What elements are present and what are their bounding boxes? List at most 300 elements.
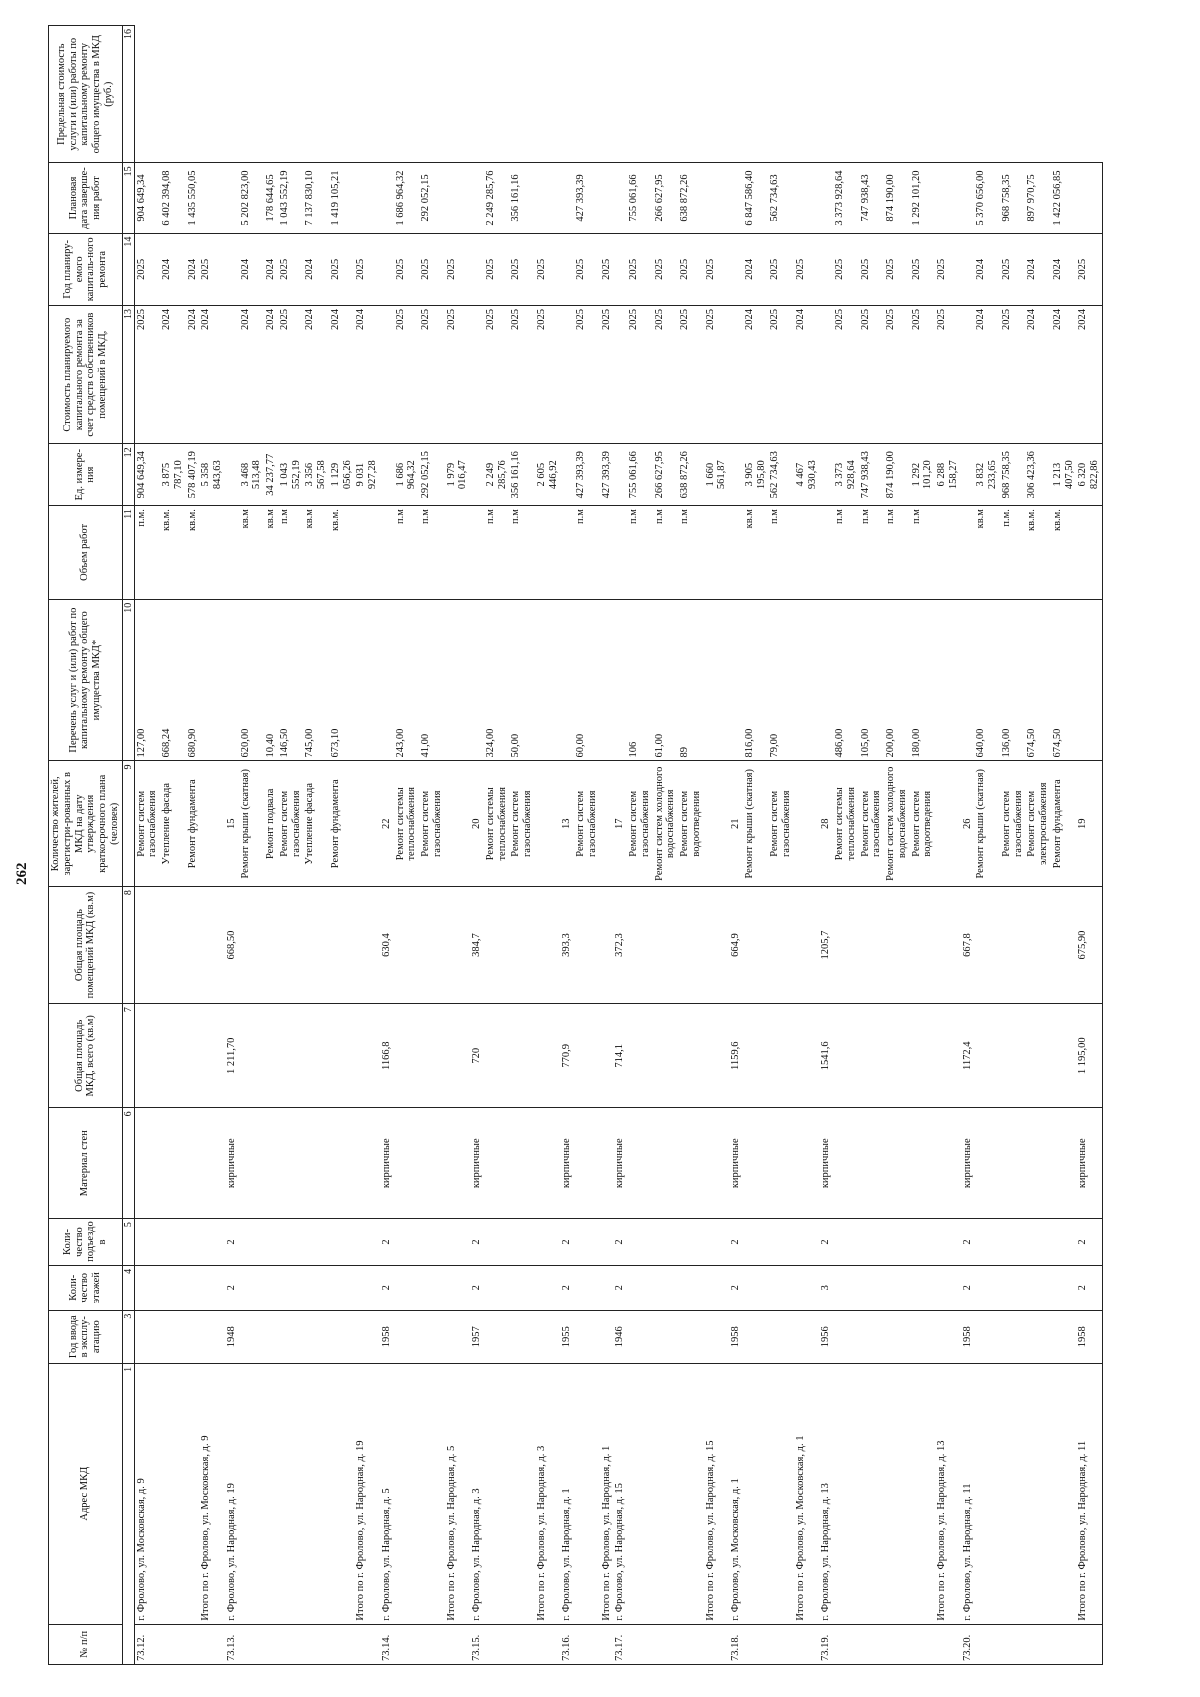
table-cell [560, 599, 574, 761]
table-cell: 306 423,36 [1025, 444, 1051, 506]
table-row [961, 26, 975, 1665]
table-cell [264, 1363, 278, 1624]
table-cell [160, 1108, 186, 1219]
table-cell [743, 1265, 769, 1310]
table-cell: п.м [768, 506, 794, 600]
table-cell [278, 1004, 304, 1108]
table-cell [419, 1219, 445, 1266]
table-cell: Итого по г. Фролово, ул. Народная, д. 1 [600, 1363, 614, 1624]
table-cell [910, 887, 936, 1004]
table-cell [653, 1265, 679, 1310]
table-cell: 1541,6 [819, 1004, 833, 1108]
table-cell: кв.м. [160, 506, 186, 600]
table-cell [600, 761, 614, 887]
table-cell [535, 761, 561, 887]
table-cell [239, 1624, 265, 1664]
table-cell: 2025 [354, 233, 380, 305]
table-cell [768, 1310, 794, 1363]
table-cell: 2024 [743, 306, 769, 444]
table-cell: 13 [560, 761, 574, 887]
table-cell: п.м [394, 506, 420, 600]
table-cell: Ремонт систем газоснабжения [509, 761, 535, 887]
table-row [264, 26, 278, 1665]
table-cell [627, 1219, 653, 1266]
table-cell [884, 1004, 910, 1108]
table-cell: 1948 [225, 1310, 239, 1363]
table-cell: п.м [627, 506, 653, 600]
table-cell [509, 887, 535, 1004]
table-cell: 2 [380, 1265, 394, 1310]
table-cell [199, 599, 225, 761]
table-cell [160, 1363, 186, 1624]
table-cell [394, 1265, 420, 1310]
column-header: Общая площадь МКД, всего (кв.м) [49, 1004, 123, 1108]
table-cell: 1 211,70 [225, 1004, 239, 1108]
table-cell: 1 686 964,32 [394, 163, 420, 233]
table-cell: Ремонт крыши (скатная) [239, 761, 265, 887]
table-cell [1025, 1363, 1051, 1624]
table-cell: 136,00 [1000, 599, 1026, 761]
table-cell: кв.м [303, 506, 329, 600]
table-cell: 1172,4 [961, 1004, 975, 1108]
table-cell [910, 1265, 936, 1310]
table-cell [768, 1219, 794, 1266]
table-cell [574, 887, 600, 1004]
table-cell [704, 1265, 730, 1310]
table-cell [445, 506, 471, 600]
table-cell [445, 1004, 471, 1108]
table-cell [729, 444, 743, 506]
table-cell: 2 [560, 1219, 574, 1266]
table-cell: 755 061,66 [627, 163, 653, 233]
table-cell: 60,00 [574, 599, 600, 761]
table-cell: Ремонт крыши (скатная) [743, 761, 769, 887]
table-cell [819, 599, 833, 761]
table-cell [729, 306, 743, 444]
table-cell: 578 407,19 [186, 444, 200, 506]
table-cell: кв.м [264, 506, 278, 600]
table-cell [225, 444, 239, 506]
table-cell: 2024 [186, 233, 200, 305]
table-cell [600, 506, 614, 600]
table-cell [974, 1363, 1000, 1624]
table-cell: 292 052,15 [419, 163, 445, 233]
table-cell [264, 1310, 278, 1363]
table-cell: 2025 [833, 233, 859, 305]
table-cell [329, 887, 355, 1004]
table-cell: 2 [613, 1265, 627, 1310]
table-cell [134, 887, 160, 1004]
table-cell [884, 1219, 910, 1266]
table-cell [509, 1265, 535, 1310]
table-cell: кв.м. [1051, 506, 1077, 600]
column-header: Объем работ [49, 506, 123, 600]
table-cell [1025, 1108, 1051, 1219]
table-cell: Ремонт системы теплоснабжения [484, 761, 510, 887]
table-cell [394, 1219, 420, 1266]
table-cell: 2025 [678, 233, 704, 305]
table-cell [470, 506, 484, 600]
table-cell [574, 1265, 600, 1310]
table-cell [535, 1219, 561, 1266]
table-cell: п.м [653, 506, 679, 600]
table-cell [303, 1265, 329, 1310]
table-cell [303, 1624, 329, 1664]
table-cell: 22 [380, 761, 394, 887]
table-cell: г. Фролово, ул. Народная, д. 13 [819, 1363, 833, 1624]
table-cell [278, 1363, 304, 1624]
table-cell [419, 1363, 445, 1624]
table-cell [560, 444, 574, 506]
table-cell: 2025 [884, 306, 910, 444]
table-cell: 2 [1076, 1265, 1102, 1310]
table-cell: 2024 [1025, 233, 1051, 305]
table-cell: 2024 [160, 306, 186, 444]
table-cell: кирпичные [819, 1108, 833, 1219]
table-cell: Ремонт систем водоотведения [910, 761, 936, 887]
table-cell: Ремонт систем холодного водоснабжения [884, 761, 910, 887]
table-cell [600, 1108, 614, 1219]
table-row [974, 26, 1000, 1665]
table-cell [1076, 506, 1102, 600]
table-cell [186, 1265, 200, 1310]
table-cell: 5 370 656,00 [974, 163, 1000, 233]
table-cell: 2025 [884, 233, 910, 305]
table-cell [678, 1310, 704, 1363]
table-cell: 2024 [264, 233, 278, 305]
table-cell [264, 1004, 278, 1108]
table-cell [445, 599, 471, 761]
table-cell [354, 1310, 380, 1363]
table-cell [833, 887, 859, 1004]
table-cell [613, 163, 627, 233]
table-cell [484, 1310, 510, 1363]
column-number: 12 [122, 444, 134, 506]
table-cell [394, 1624, 420, 1664]
table-cell [239, 1108, 265, 1219]
table-cell: п.м [574, 506, 600, 600]
table-cell: 745,00 [303, 599, 329, 761]
table-cell: 747 938,43 [859, 163, 885, 233]
table-cell [394, 1363, 420, 1624]
table-cell: 2025 [627, 233, 653, 305]
table-cell: 3 468 513,48 [239, 444, 265, 506]
table-cell: Ремонт подвала [264, 761, 278, 887]
table-cell: 2 [225, 1219, 239, 1266]
table-cell [627, 1624, 653, 1664]
table-cell: Ремонт систем газоснабжения [134, 761, 160, 887]
table-cell: Ремонт систем газоснабжения [574, 761, 600, 887]
table-cell [910, 1108, 936, 1219]
table-cell: 2 605 446,92 [535, 444, 561, 506]
table-cell [484, 1219, 510, 1266]
table-cell [1000, 1624, 1026, 1664]
table-cell: 675,90 [1076, 887, 1102, 1004]
table-cell [509, 1219, 535, 1266]
table-cell: кирпичные [613, 1108, 627, 1219]
column-header: Количество жителей, зарегистри-рованных в МКД на дату утверждения краткосрочного плана (человек) [49, 761, 123, 887]
table-cell: 266 627,95 [653, 444, 679, 506]
table-cell [859, 1310, 885, 1363]
table-cell: 2025 [535, 233, 561, 305]
table-cell: 2024 [794, 306, 820, 444]
table-cell [1000, 1108, 1026, 1219]
table-row [484, 26, 510, 1665]
table-cell: 73.19. [819, 1624, 833, 1664]
table-cell [470, 444, 484, 506]
table-cell [678, 1108, 704, 1219]
table-cell: 2 [225, 1265, 239, 1310]
table-cell [225, 163, 239, 233]
table-cell [794, 599, 820, 761]
table-cell: п.м [484, 506, 510, 600]
table-cell [1076, 599, 1102, 761]
table-cell: 2 [470, 1265, 484, 1310]
table-cell: 2025 [1000, 233, 1026, 305]
column-number: 5 [122, 1219, 134, 1266]
table-cell [935, 761, 961, 887]
table-cell [264, 1219, 278, 1266]
table-cell [743, 887, 769, 1004]
table-cell: 2025 [484, 306, 510, 444]
table-cell: 874 190,00 [884, 163, 910, 233]
table-cell [354, 887, 380, 1004]
table-cell: 393,3 [560, 887, 574, 1004]
table-cell: 200,00 [884, 599, 910, 761]
table-cell: Утепление фасада [160, 761, 186, 887]
table-cell [380, 599, 394, 761]
table-cell: кв.м [743, 506, 769, 600]
table-cell [1076, 1624, 1102, 1664]
table-cell [278, 1108, 304, 1219]
table-cell: 180,00 [910, 599, 936, 761]
table-cell [239, 1265, 265, 1310]
table-cell: 1 213 407,50 [1051, 444, 1077, 506]
table-cell [704, 1108, 730, 1219]
table-cell: Ремонт систем газоснабжения [419, 761, 445, 887]
table-cell: 384,7 [470, 887, 484, 1004]
table-cell [859, 1108, 885, 1219]
table-cell [743, 1624, 769, 1664]
column-number: 8 [122, 887, 134, 1004]
table-cell: 41,00 [419, 599, 445, 761]
table-cell [819, 163, 833, 233]
table-cell [1025, 1219, 1051, 1266]
table-cell [574, 1108, 600, 1219]
table-cell: 638 872,26 [678, 444, 704, 506]
table-cell [535, 506, 561, 600]
table-cell [613, 444, 627, 506]
table-cell [264, 887, 278, 1004]
table-cell: 1955 [560, 1310, 574, 1363]
table-cell [768, 1004, 794, 1108]
table-cell [678, 1624, 704, 1664]
table-row [704, 26, 730, 1665]
table-cell [199, 887, 225, 1004]
table-cell [199, 506, 225, 600]
table-cell: кв.м. [329, 506, 355, 600]
table-cell: 9 031 927,28 [354, 444, 380, 506]
table-cell [380, 444, 394, 506]
table-cell [819, 233, 833, 305]
table-cell [859, 1363, 885, 1624]
table-cell: кирпичные [1076, 1108, 1102, 1219]
table-cell [160, 1310, 186, 1363]
table-cell [1025, 1004, 1051, 1108]
table-row [910, 26, 936, 1665]
table-cell [653, 1363, 679, 1624]
table-cell [160, 1624, 186, 1664]
table-row [768, 26, 794, 1665]
table-cell [600, 599, 614, 761]
table-cell: 2 [729, 1265, 743, 1310]
table-cell: 2025 [600, 233, 614, 305]
table-cell [653, 1310, 679, 1363]
table-cell: 1 435 550,05 [186, 163, 200, 233]
table-cell [239, 1310, 265, 1363]
table-cell: 21 [729, 761, 743, 887]
table-cell [134, 1108, 160, 1219]
table-cell [380, 233, 394, 305]
table-cell: 17 [613, 761, 627, 887]
table-cell: 1958 [961, 1310, 975, 1363]
table-cell: 664,9 [729, 887, 743, 1004]
table-cell [768, 1624, 794, 1664]
table-cell [1051, 1310, 1077, 1363]
table-row [613, 26, 627, 1665]
table-cell: 372,3 [613, 887, 627, 1004]
table-cell: 2024 [354, 306, 380, 444]
table-cell [560, 163, 574, 233]
table-cell [160, 1265, 186, 1310]
table-cell [600, 1624, 614, 1664]
table-cell: Ремонт систем газоснабжения [1000, 761, 1026, 887]
table-cell: 897 970,75 [1025, 163, 1051, 233]
table-cell [199, 163, 225, 233]
table-cell [910, 1004, 936, 1108]
table-cell [354, 1624, 380, 1664]
table-cell [445, 761, 471, 887]
table-cell: 1 043 552,19 [278, 163, 304, 233]
table-cell [743, 1108, 769, 1219]
table-cell [1025, 1265, 1051, 1310]
table-cell [394, 1108, 420, 1219]
table-cell [678, 1265, 704, 1310]
table-cell: п.м. [134, 506, 160, 600]
table-cell: 2025 [704, 233, 730, 305]
table-cell [884, 1363, 910, 1624]
table-cell: 2024 [186, 306, 200, 444]
table-cell: 2 [380, 1219, 394, 1266]
table-cell [535, 887, 561, 1004]
column-number: 6 [122, 1108, 134, 1219]
table-cell: г. Фролово, ул. Народная, д. 3 [470, 1363, 484, 1624]
table-cell: 1958 [380, 1310, 394, 1363]
table-cell: 427 393,39 [574, 163, 600, 233]
table-cell: Итого по г. Фролово, ул. Народная, д. 3 [535, 1363, 561, 1624]
table-cell [535, 163, 561, 233]
table-row [1000, 26, 1026, 1665]
table-cell: 2025 [574, 306, 600, 444]
table-cell [884, 1265, 910, 1310]
table-cell [484, 1004, 510, 1108]
table-cell [445, 163, 471, 233]
table-cell [1025, 887, 1051, 1004]
table-row [354, 26, 380, 1665]
table-cell [729, 163, 743, 233]
table-cell: г. Фролово, ул. Народная, д. 5 [380, 1363, 394, 1624]
column-header: Плановая дата заверше-ния работ [49, 163, 123, 233]
table-cell [794, 163, 820, 233]
table-cell: 73.12. [134, 1624, 160, 1664]
table-cell [833, 1004, 859, 1108]
table-cell: 638 872,26 [678, 163, 704, 233]
table-cell [600, 163, 614, 233]
table-cell [704, 1004, 730, 1108]
table-cell [743, 1310, 769, 1363]
table-cell: 50,00 [509, 599, 535, 761]
table-cell: 1 129 056,26 [329, 444, 355, 506]
table-cell: 674,50 [1051, 599, 1077, 761]
table-cell [354, 1004, 380, 1108]
table-cell: кв.м. [1025, 506, 1051, 600]
table-row [303, 26, 329, 1665]
table-cell [186, 1108, 200, 1219]
table-cell: г. Фролово, ул. Народная, д. 19 [225, 1363, 239, 1624]
table-row [574, 26, 600, 1665]
table-cell [974, 1219, 1000, 1266]
table-cell [1051, 1219, 1077, 1266]
table-cell: Ремонт систем газоснабжения [627, 761, 653, 887]
table-cell [627, 1004, 653, 1108]
table-cell: кирпичные [225, 1108, 239, 1219]
table-cell: 674,50 [1025, 599, 1051, 761]
table-row [729, 26, 743, 1665]
table-cell [484, 887, 510, 1004]
table-cell: 356 161,16 [509, 163, 535, 233]
table-row [509, 26, 535, 1665]
table-cell: 2025 [509, 306, 535, 444]
table-cell: Ремонт систем холодного водоснабжения [653, 761, 679, 887]
table-cell [859, 1624, 885, 1664]
table-cell [794, 1219, 820, 1266]
table-cell [859, 1004, 885, 1108]
table-cell: 2 [470, 1219, 484, 1266]
table-cell [768, 1265, 794, 1310]
table-cell: 2 [961, 1219, 975, 1266]
table-cell [819, 444, 833, 506]
table-cell [134, 1265, 160, 1310]
table-cell: 904 649,34 [134, 163, 160, 233]
table-cell [600, 1004, 614, 1108]
table-cell [653, 1624, 679, 1664]
table-cell [419, 1310, 445, 1363]
table-row [134, 26, 160, 1665]
table-cell: Итого по г. Фролово, ул. Народная, д. 15 [704, 1363, 730, 1624]
table-cell: 427 393,39 [600, 444, 614, 506]
column-header: Стоимость планируемого капитального ремонта за счет средств собственников помещений в МКД, [49, 306, 123, 444]
column-header: Коли-чество подъездо в [49, 1219, 123, 1266]
table-cell [199, 761, 225, 887]
table-cell: Итого по г. Фролово, ул. Московская, д. 1 [794, 1363, 820, 1624]
table-cell: 2025 [199, 233, 225, 305]
table-body [134, 26, 1102, 1665]
table-cell [627, 1310, 653, 1363]
table-cell: 127,00 [134, 599, 160, 761]
table-cell: 1956 [819, 1310, 833, 1363]
table-row [394, 26, 420, 1665]
table-cell: п.м. [1000, 506, 1026, 600]
